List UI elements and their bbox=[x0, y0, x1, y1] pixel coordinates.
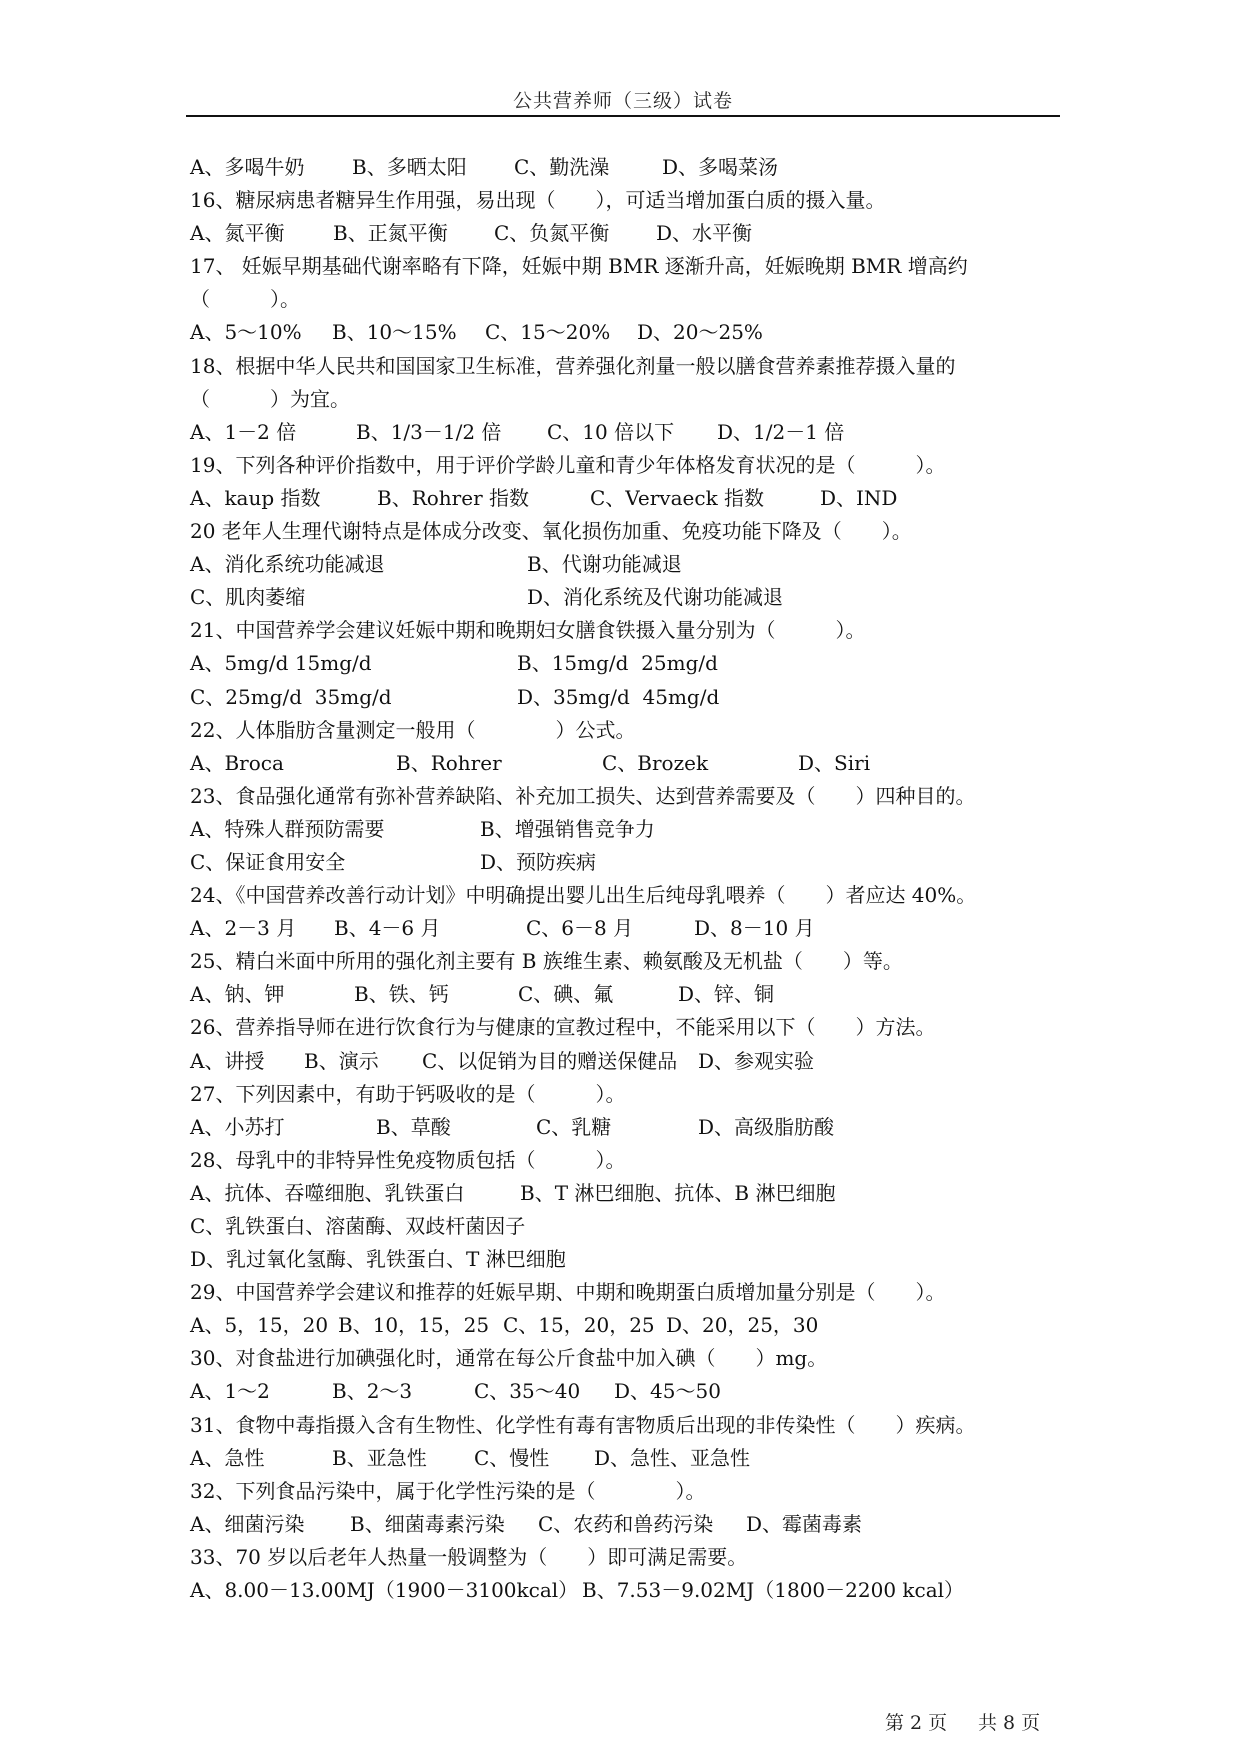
answer-option: C、35～40 bbox=[474, 1379, 581, 1404]
answer-option: B、2～3 bbox=[332, 1379, 413, 1404]
answer-option: A、8.00－13.00MJ（1900－3100kcal） bbox=[190, 1578, 579, 1603]
answer-option: B、演示 bbox=[304, 1048, 379, 1073]
question-line: 32、下列食品污染中，属于化学性污染的是（ ）。 bbox=[190, 1478, 706, 1503]
answer-option: A、1～2 bbox=[190, 1379, 270, 1404]
answer-option: C、15～20% bbox=[485, 320, 611, 345]
answer-option: D、急性、亚急性 bbox=[594, 1445, 751, 1470]
question-line: （ ）。 bbox=[190, 287, 300, 312]
answer-option: D、消化系统及代谢功能减退 bbox=[527, 585, 784, 610]
option-row bbox=[190, 681, 1070, 714]
answer-option: B、多晒太阳 bbox=[352, 155, 467, 179]
answer-option: C、负氮平衡 bbox=[494, 221, 610, 246]
question-line: 30、对食盐进行加碘强化时，通常在每公斤食盐中加入碘（ ）mg。 bbox=[190, 1346, 828, 1371]
answer-option: C、6－8 月 bbox=[526, 916, 634, 941]
answer-option: B、Rohrer bbox=[396, 750, 502, 775]
answer-option: D、20～25% bbox=[637, 320, 763, 345]
answer-option: A、1－2 倍 bbox=[190, 419, 297, 444]
answer-option: A、讲授 bbox=[190, 1048, 265, 1073]
answer-option: A、5，15，20 bbox=[190, 1313, 329, 1338]
question-line: 31、食物中毒指摄入含有生物性、化学性有毒有害物质后出现的非传染性（ ）疾病。 bbox=[190, 1412, 976, 1437]
answer-option: C、Vervaeck 指数 bbox=[590, 485, 765, 510]
question-line: 29、中国营养学会建议和推荐的妊娠早期、中期和晚期蛋白质增加量分别是（ ）。 bbox=[190, 1280, 946, 1305]
option-row bbox=[190, 482, 1070, 515]
option-row bbox=[190, 747, 1070, 780]
answer-option: C、Brozek bbox=[602, 750, 709, 775]
question-line: D、乳过氧化氢酶、乳铁蛋白、T 淋巴细胞 bbox=[190, 1247, 566, 1272]
answer-option: D、水平衡 bbox=[656, 221, 753, 246]
answer-option: A、多喝牛奶 bbox=[190, 155, 305, 179]
answer-option: A、氮平衡 bbox=[190, 221, 285, 246]
question-line: 19、下列各种评价指数中，用于评价学龄儿童和青少年体格发育状况的是（ ）。 bbox=[190, 452, 946, 477]
answer-option: B、10～15% bbox=[332, 320, 457, 345]
answer-option: D、45～50 bbox=[614, 1379, 721, 1404]
answer-option: A、急性 bbox=[190, 1445, 265, 1470]
question-line: 16、糖尿病患者糖异生作用强，易出现（ ），可适当增加蛋白质的摄入量。 bbox=[190, 188, 886, 213]
answer-option: B、代谢功能减退 bbox=[527, 552, 682, 577]
answer-option: D、霉菌毒素 bbox=[746, 1511, 863, 1536]
option-row bbox=[190, 813, 1070, 846]
answer-option: A、小苏打 bbox=[190, 1114, 285, 1139]
answer-option: A、5～10% bbox=[190, 320, 302, 345]
option-row bbox=[190, 978, 1070, 1011]
option-row bbox=[190, 581, 1070, 614]
answer-option: D、预防疾病 bbox=[480, 849, 597, 874]
answer-option: A、钠、钾 bbox=[190, 982, 285, 1007]
answer-option: A、抗体、吞噬细胞、乳铁蛋白 bbox=[190, 1180, 465, 1205]
answer-option: B、亚急性 bbox=[332, 1445, 427, 1470]
question-list bbox=[190, 151, 1070, 1607]
option-row bbox=[190, 316, 1070, 349]
answer-option: C、碘、氟 bbox=[518, 982, 614, 1007]
option-row bbox=[190, 1309, 1070, 1342]
answer-option: B、15mg/d 25mg/d bbox=[517, 651, 718, 676]
option-row bbox=[190, 846, 1070, 879]
question-line: 24、《中国营养改善行动计划》中明确提出婴儿出生后纯母乳喂养（ ）者应达 40%。 bbox=[190, 883, 977, 908]
header-divider bbox=[186, 115, 1060, 117]
option-row bbox=[190, 647, 1070, 680]
answer-option: A、细菌污染 bbox=[190, 1511, 305, 1536]
answer-option: B、1/3－1/2 倍 bbox=[356, 419, 502, 444]
answer-option: D、35mg/d 45mg/d bbox=[517, 684, 720, 709]
option-row bbox=[190, 1045, 1070, 1078]
answer-option: C、25mg/d 35mg/d bbox=[190, 684, 392, 709]
answer-option: B、草酸 bbox=[376, 1114, 451, 1139]
option-row bbox=[190, 1375, 1070, 1408]
option-row bbox=[190, 548, 1070, 581]
answer-option: A、kaup 指数 bbox=[190, 485, 321, 510]
answer-option: A、2－3 月 bbox=[190, 916, 297, 941]
question-line: 23、食品强化通常有弥补营养缺陷、补充加工损失、达到营养需要及（ ）四种目的。 bbox=[190, 783, 976, 808]
answer-option: C、15，20，25 bbox=[503, 1313, 655, 1338]
option-row bbox=[190, 1177, 1070, 1210]
question-line: 25、精白米面中所用的强化剂主要有 B 族维生素、赖氨酸及无机盐（ ）等。 bbox=[190, 949, 903, 974]
answer-option: D、高级脂肪酸 bbox=[698, 1114, 835, 1139]
option-row bbox=[190, 217, 1070, 250]
question-line: 18、根据中华人民共和国国家卫生标准，营养强化剂量一般以膳食营养素推荐摄入量的 bbox=[190, 353, 956, 378]
answer-option: D、1/2－1 倍 bbox=[717, 419, 845, 444]
option-row bbox=[190, 1574, 1070, 1607]
answer-option: B、Rohrer 指数 bbox=[377, 485, 529, 510]
answer-option: B、T 淋巴细胞、抗体、B 淋巴细胞 bbox=[520, 1180, 836, 1205]
answer-option: B、7.53－9.02MJ（1800－2200 kcal） bbox=[582, 1578, 965, 1603]
answer-option: B、10，15，25 bbox=[338, 1313, 490, 1338]
question-line: 28、母乳中的非特异性免疫物质包括（ ）。 bbox=[190, 1147, 626, 1172]
option-row bbox=[190, 1508, 1070, 1541]
question-line: 20 老年人生理代谢特点是体成分改变、氧化损伤加重、免疫功能下降及（ ）。 bbox=[190, 519, 912, 544]
answer-option: B、细菌毒素污染 bbox=[350, 1511, 505, 1536]
page-header-title: 公共营养师（三级）试卷 bbox=[512, 90, 733, 112]
answer-option: A、特殊人群预防需要 bbox=[190, 816, 385, 841]
answer-option: D、20，25，30 bbox=[666, 1313, 819, 1338]
answer-option: B、铁、钙 bbox=[354, 982, 449, 1007]
option-row bbox=[190, 416, 1070, 449]
answer-option: C、乳糖 bbox=[536, 1114, 612, 1139]
question-line: 17、 妊娠早期基础代谢率略有下降，妊娠中期 BMR 逐渐升高，妊娠晚期 BMR 增高约 bbox=[190, 254, 968, 279]
option-row bbox=[190, 1442, 1070, 1475]
answer-option: B、增强销售竞争力 bbox=[480, 816, 655, 841]
answer-option: D、8－10 月 bbox=[694, 916, 815, 941]
answer-option: A、Broca bbox=[190, 750, 284, 775]
page-number: 第 2 页 bbox=[885, 1712, 948, 1734]
option-row bbox=[190, 151, 1070, 184]
answer-option: B、4－6 月 bbox=[334, 916, 441, 941]
option-row bbox=[190, 1111, 1070, 1144]
answer-option: C、10 倍以下 bbox=[547, 419, 675, 444]
answer-option: C、慢性 bbox=[474, 1445, 550, 1470]
question-line: C、乳铁蛋白、溶菌酶、双歧杆菌因子 bbox=[190, 1214, 526, 1238]
answer-option: D、Siri bbox=[798, 750, 871, 775]
answer-option: C、农药和兽药污染 bbox=[538, 1511, 714, 1536]
question-line: 27、下列因素中，有助于钙吸收的是（ ）。 bbox=[190, 1081, 626, 1106]
question-line: 21、中国营养学会建议妊娠中期和晚期妇女膳食铁摄入量分别为（ ）。 bbox=[190, 618, 866, 643]
question-line: 22、人体脂肪含量测定一般用（ ）公式。 bbox=[190, 717, 636, 742]
answer-option: B、正氮平衡 bbox=[333, 221, 448, 246]
answer-option: C、肌肉萎缩 bbox=[190, 585, 306, 610]
total-pages: 共 8 页 bbox=[978, 1712, 1041, 1734]
question-line: （ ）为宜。 bbox=[190, 386, 350, 411]
answer-option: C、勤洗澡 bbox=[514, 155, 610, 179]
option-row bbox=[190, 912, 1070, 945]
question-line: 26、营养指导师在进行饮食行为与健康的宣教过程中，不能采用以下（ ）方法。 bbox=[190, 1015, 936, 1040]
answer-option: D、IND bbox=[820, 485, 898, 510]
answer-option: A、消化系统功能减退 bbox=[190, 552, 385, 577]
question-line: 33、70 岁以后老年人热量一般调整为（ ）即可满足需要。 bbox=[190, 1544, 748, 1569]
answer-option: A、5mg/d 15mg/d bbox=[190, 651, 372, 676]
answer-option: D、参观实验 bbox=[698, 1048, 815, 1073]
answer-option: D、多喝菜汤 bbox=[662, 155, 779, 179]
answer-option: C、保证食用安全 bbox=[190, 849, 346, 874]
answer-option: C、以促销为目的赠送保健品 bbox=[422, 1048, 678, 1073]
answer-option: D、锌、铜 bbox=[678, 982, 775, 1007]
